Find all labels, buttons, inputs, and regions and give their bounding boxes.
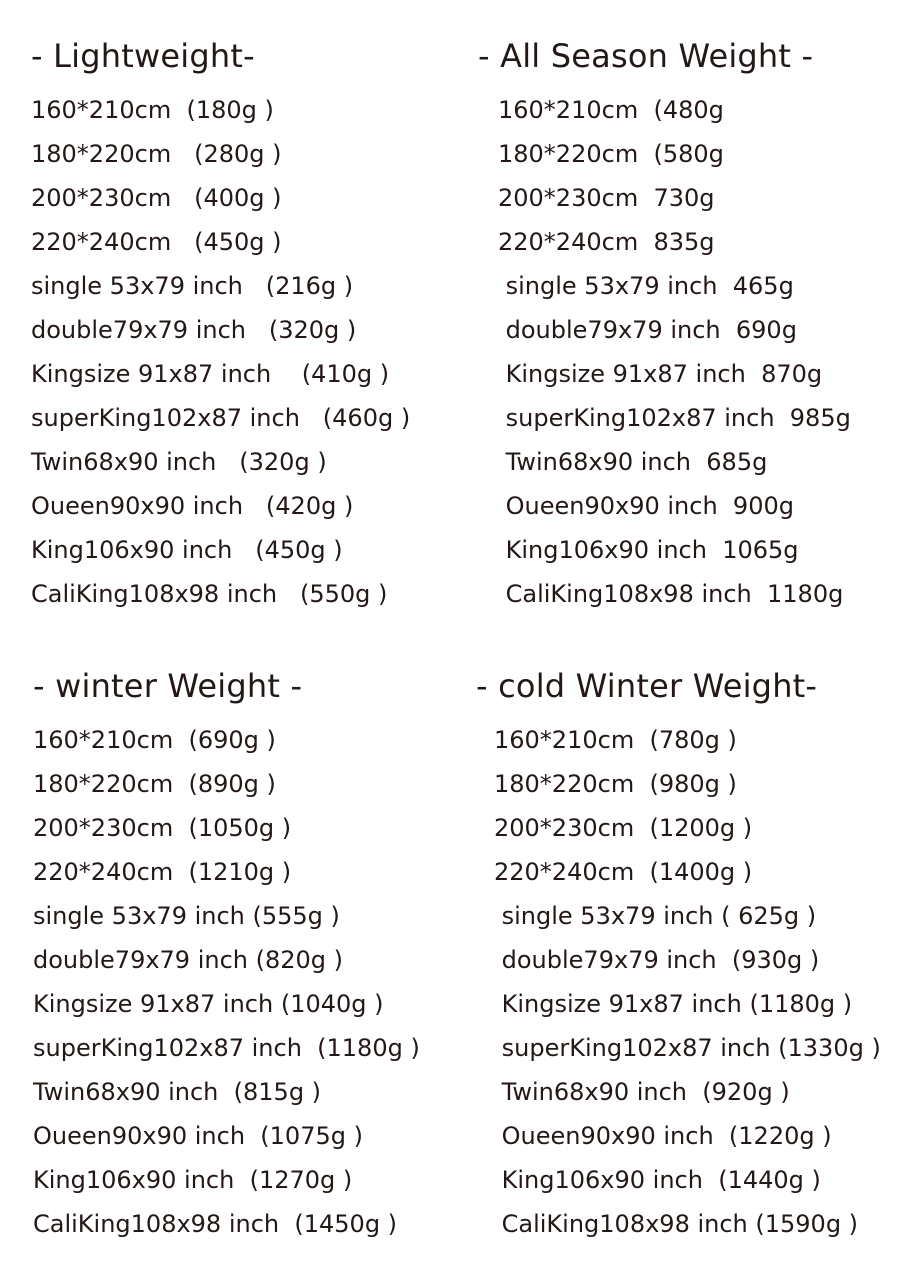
size-row: King106x90 inch (1270g ) [33,1166,353,1194]
size-list [498,88,908,616]
size-row: King106x90 inch (1440g ) [494,1166,821,1194]
size-row: King106x90 inch (450g ) [31,536,343,564]
size-row: Twin68x90 inch (815g ) [33,1078,322,1106]
size-row: 180*220cm (580g [498,140,724,168]
size-row: 200*230cm (1050g ) [33,814,292,842]
size-row: King106x90 inch 1065g [498,536,799,564]
cold-winter-section [476,666,906,1246]
size-row: Twin68x90 inch 685g [498,448,768,476]
size-row: CaliKing108x98 inch (1590g ) [494,1210,859,1238]
size-row: double79x79 inch 690g [498,316,797,344]
size-row: 160*210cm (480g [498,96,724,124]
size-row: 160*210cm (690g ) [33,726,276,754]
size-row: Oueen90x90 inch 900g [498,492,794,520]
size-row: 160*210cm (180g ) [31,96,274,124]
size-row: single 53x79 inch (216g ) [31,272,354,300]
size-row: 200*230cm (1200g ) [494,814,753,842]
size-row: 180*220cm (980g ) [494,770,737,798]
size-row: Kingsize 91x87 inch 870g [498,360,823,388]
size-row: superKing102x87 inch 985g [498,404,851,432]
size-row: Kingsize 91x87 inch (1040g ) [33,990,384,1018]
size-list [33,718,463,1246]
all-season-section [478,36,908,616]
size-row: CaliKing108x98 inch (550g ) [31,580,388,608]
size-row: double79x79 inch (320g ) [31,316,357,344]
size-row: superKing102x87 inch (1330g ) [494,1034,881,1062]
size-row: 220*240cm (1210g ) [33,858,292,886]
size-row: 220*240cm (450g ) [31,228,282,256]
size-list [494,718,906,1246]
size-list [31,88,461,616]
size-row: 200*230cm 730g [498,184,715,212]
size-row: double79x79 inch (820g ) [33,946,344,974]
section-title: - cold Winter Weight- [476,667,818,705]
size-row: CaliKing108x98 inch 1180g [498,580,844,608]
winter-section [33,666,463,1246]
size-row: single 53x79 inch (555g ) [33,902,340,930]
size-row: Twin68x90 inch (920g ) [494,1078,790,1106]
size-row: double79x79 inch (930g ) [494,946,820,974]
lightweight-section [31,36,461,616]
size-row: 220*240cm (1400g ) [494,858,753,886]
size-row: Kingsize 91x87 inch (1180g ) [494,990,853,1018]
size-row: Kingsize 91x87 inch (410g ) [31,360,390,388]
size-row: Oueen90x90 inch (1220g ) [494,1122,832,1150]
size-row: 160*210cm (780g ) [494,726,737,754]
size-row: superKing102x87 inch (1180g ) [33,1034,420,1062]
section-title: - winter Weight - [33,667,303,705]
size-row: superKing102x87 inch (460g ) [31,404,411,432]
size-row: single 53x79 inch ( 625g ) [494,902,817,930]
section-title: - All Season Weight - [478,37,814,75]
size-row: single 53x79 inch 465g [498,272,794,300]
size-row: Twin68x90 inch (320g ) [31,448,327,476]
section-title: - Lightweight- [31,37,255,75]
size-row: 180*220cm (280g ) [31,140,282,168]
size-row: 180*220cm (890g ) [33,770,276,798]
size-row: 220*240cm 835g [498,228,715,256]
size-row: Oueen90x90 inch (420g ) [31,492,354,520]
size-row: 200*230cm (400g ) [31,184,282,212]
size-row: CaliKing108x98 inch (1450g ) [33,1210,398,1238]
size-row: Oueen90x90 inch (1075g ) [33,1122,363,1150]
